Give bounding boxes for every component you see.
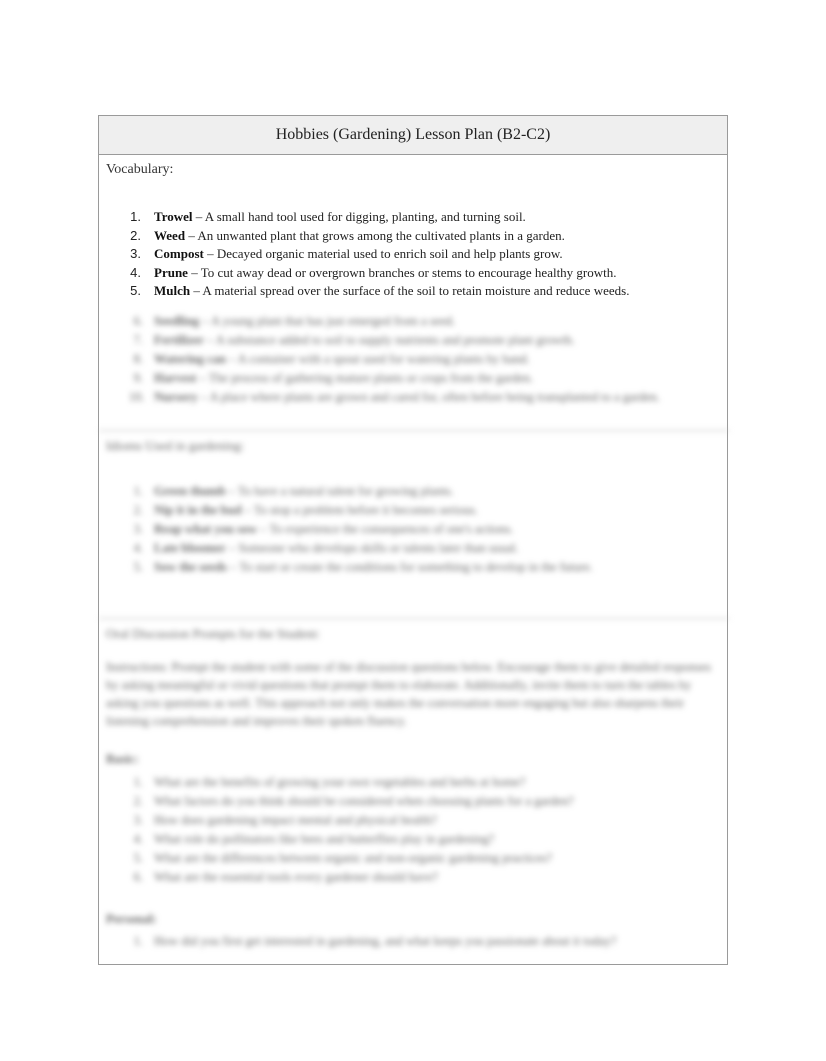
list-item: 6. Seedling – A young plant that has just emerged from a seed. <box>133 314 456 328</box>
discussion-heading: Oral Discussion Prompts for the Student: <box>106 626 321 641</box>
personal-heading: Personal: <box>106 912 157 926</box>
section-divider <box>99 618 729 619</box>
blurred-content <box>99 312 729 966</box>
list-item: 1. Green thumb – To have a natural talent for growing plants. <box>133 484 454 498</box>
idioms-heading: Idioms Used in gardening: <box>106 438 245 453</box>
list-item: 5. Mulch – A material spread over the surface of the soil to retain moisture and reduce weeds. <box>130 283 630 298</box>
list-item: 8. Watering can – A container with a spout used for watering plants by hand. <box>133 352 530 366</box>
vocabulary-list <box>99 208 719 301</box>
list-item: 3. How does gardening impact mental and physical health? <box>133 813 437 827</box>
list-item: 7. Fertilizer – A substance added to soil to supply nutrients and promote plant growth. <box>133 333 575 347</box>
list-item: 3. Compost – Decayed organic material used to enrich soil and help plants grow. <box>130 246 563 261</box>
term: Mulch <box>154 283 191 298</box>
list-item: 6. What are the essential tools every gardener should have? <box>133 870 438 884</box>
section-divider <box>99 430 729 431</box>
lesson-plan-table <box>98 115 728 965</box>
term: Trowel <box>154 209 193 224</box>
term: Compost <box>154 246 204 261</box>
term: Prune <box>154 264 188 280</box>
list-item: 3. Reap what you sow – To experience the consequences of one's actions. <box>133 522 514 536</box>
personal-questions-list <box>99 932 719 951</box>
basic-heading: Basic: <box>106 752 139 766</box>
definition: – A small hand tool used for digging, planting, and turning soil. <box>192 209 526 224</box>
list-item: 1. What are the benefits of growing your own vegetables and herbs at home? <box>133 775 526 789</box>
definition: – An unwanted plant that grows among the cultivated plants in a garden. <box>185 227 565 243</box>
definition: – Decayed organic material used to enrich soil and help plants grow. <box>203 246 563 261</box>
vocabulary-list-continued <box>99 312 719 407</box>
vocabulary-heading: Vocabulary: <box>106 162 174 177</box>
list-item: 4. Late bloomer – Someone who develops skills or talents later than usual. <box>133 541 519 555</box>
list-item: 1. Trowel – A small hand tool used for digging, planting, and turning soil. <box>130 209 526 224</box>
list-item: 10. Nursery – A place where plants are grown and cared for, often before being transplanted to a garden. <box>129 390 660 404</box>
list-item: 9. Harvest – The process of gathering mature plants or crops from the garden. <box>133 371 534 385</box>
list-item: 5. Sow the seeds – To start or create the conditions for something to develop in the future. <box>133 560 593 574</box>
list-item: 2. Nip it in the bud – To stop a problem before it becomes serious. <box>133 503 478 517</box>
definition: – A material spread over the surface of the soil to retain moisture and reduce weeds. <box>190 283 630 298</box>
basic-questions-list <box>99 773 719 887</box>
instructions-paragraph: Instructions: Prompt the student with some of the discussion questions below. Encourage them to give detailed responses by asking meaningful or vivid questions that prompt them to elaborate. Additionally, invite them to turn the tables by asking you questions as well. This approach not only makes the conversation more engaging but also sharpens their listening comprehension and improves their spoken fluency. <box>106 660 711 728</box>
list-item: 2. Weed – An unwanted plant that grows among the cultivated plants in a garden. <box>130 227 565 243</box>
idioms-list <box>99 482 719 577</box>
list-item: 1. How did you first get interested in gardening, and what keeps you passionate about it today? <box>133 934 617 948</box>
list-item: 4. Prune – To cut away dead or overgrown branches or stems to encourage healthy growth. <box>130 264 617 280</box>
term: Weed <box>154 227 186 243</box>
list-item: 2. What factors do you think should be considered when choosing plants for a garden? <box>133 794 574 808</box>
list-item: 5. What are the differences between organic and non-organic gardening practices? <box>133 851 553 865</box>
definition: – To cut away dead or overgrown branches or stems to encourage healthy growth. <box>187 264 617 280</box>
list-item: 4. What role do pollinators like bees and butterflies play in gardening? <box>133 832 495 846</box>
document-title: Hobbies (Gardening) Lesson Plan (B2-C2) <box>99 116 727 155</box>
